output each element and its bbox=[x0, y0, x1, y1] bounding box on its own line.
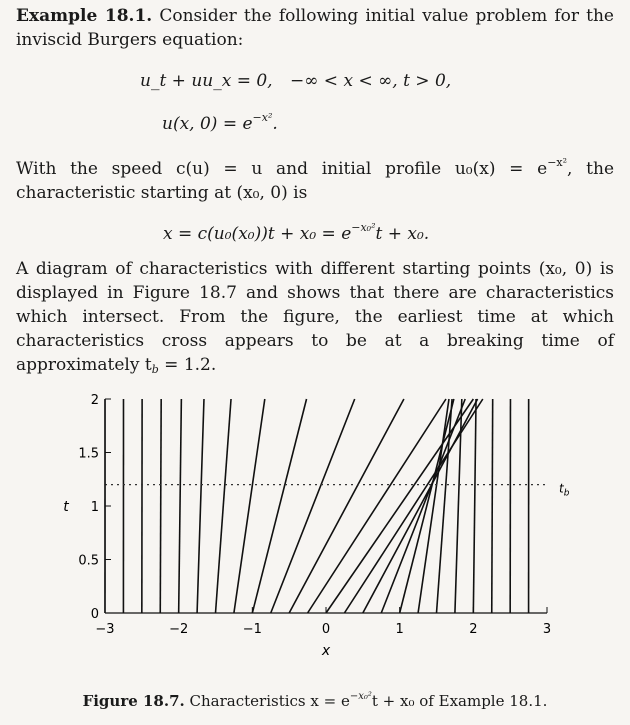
figure-caption bbox=[0, 691, 630, 710]
y-tick-label-4: 2 bbox=[90, 393, 99, 408]
diagram-text: A diagram of characteristics with different starting points (x₀, 0) is displayed in Figure 18.7 and shows that there are characteristics which intersect. From the figure, the earliest time at which characteristics cross appears to be at a breaking time of approximately t bbox=[16, 259, 614, 375]
x-tick-label-4: 1 bbox=[395, 622, 404, 637]
characteristic-line-19 bbox=[455, 399, 462, 613]
profile-exponent: −x² bbox=[547, 156, 568, 169]
characteristic-line-3 bbox=[160, 399, 161, 613]
characteristic-line-5 bbox=[197, 399, 204, 613]
caption-text-a: Characteristics x = e bbox=[189, 692, 350, 710]
characteristic-line-9 bbox=[271, 399, 355, 613]
diagram-end: = 1.2. bbox=[158, 355, 217, 375]
ic-lhs: u(x, 0) = e bbox=[162, 114, 253, 134]
characteristic-lines bbox=[105, 399, 547, 613]
domain-text: −∞ < x < ∞, t > 0, bbox=[290, 71, 452, 91]
characteristics-chart bbox=[0, 380, 630, 665]
x-tick-label-5: 2 bbox=[469, 622, 478, 637]
characteristic-line-10 bbox=[289, 399, 404, 613]
y-ticks bbox=[78, 393, 111, 622]
breaking-time-label-b: b bbox=[563, 488, 570, 499]
ic-end: . bbox=[272, 114, 278, 134]
y-tick-label-1: 0.5 bbox=[78, 553, 99, 569]
characteristic-line-6 bbox=[216, 399, 232, 613]
caption-label: Figure 18.7. bbox=[82, 692, 185, 710]
caption-exponent: −x₀² bbox=[349, 691, 372, 702]
breaking-subscript: b bbox=[151, 363, 159, 376]
speed-text-a: With the speed c(u) = u and initial profile u₀(x) = e bbox=[16, 159, 548, 179]
y-tick-label-0: 0 bbox=[90, 607, 99, 622]
breaking-time-label-t: t bbox=[559, 481, 564, 496]
characteristic-line-4 bbox=[179, 399, 182, 613]
char-exponent: −x₀² bbox=[351, 221, 376, 234]
intro-text: Consider the following initial value problem for the inviscid Burgers equation: bbox=[16, 6, 614, 50]
characteristic-line-21 bbox=[492, 399, 493, 613]
breaking-time-label bbox=[559, 482, 570, 499]
char-lhs: x = c(u₀(x₀))t + x₀ = e bbox=[163, 224, 352, 244]
ic-exponent: −x² bbox=[252, 111, 273, 124]
characteristic-line-13 bbox=[344, 399, 482, 613]
example-label: Example 18.1. bbox=[16, 6, 153, 26]
equation-domain bbox=[290, 69, 451, 93]
x-tick-label-6: 3 bbox=[542, 622, 552, 637]
equation-initial-condition bbox=[162, 106, 278, 136]
characteristic-line-16 bbox=[400, 399, 454, 613]
paragraph-intro bbox=[16, 4, 614, 52]
x-tick-label-3: 0 bbox=[321, 622, 331, 637]
char-rhs: t + x₀. bbox=[375, 224, 430, 244]
characteristic-line-12 bbox=[326, 399, 473, 613]
x-tick-label-2: −1 bbox=[242, 622, 262, 637]
y-tick-label-2: 1 bbox=[90, 500, 99, 515]
equation-characteristic bbox=[163, 216, 429, 246]
x-tick-label-1: −2 bbox=[169, 622, 189, 637]
pde-text: u_t + uu_x = 0, bbox=[140, 71, 273, 91]
x-axis-label: x bbox=[321, 643, 331, 659]
speed-text-b: , the characteristic starting at (x₀, 0) is bbox=[16, 159, 614, 203]
caption-text-b: t + x₀ of Example 18.1. bbox=[371, 692, 548, 710]
paragraph-speed bbox=[16, 151, 614, 205]
characteristic-line-11 bbox=[308, 399, 446, 613]
x-tick-label-0: −3 bbox=[95, 622, 115, 637]
y-tick-label-3: 1.5 bbox=[78, 446, 99, 462]
equation-pde bbox=[140, 69, 273, 93]
y-axis-label: t bbox=[63, 499, 69, 515]
x-ticks bbox=[95, 607, 551, 637]
characteristic-line-20 bbox=[473, 399, 476, 613]
paragraph-diagram bbox=[16, 257, 614, 382]
